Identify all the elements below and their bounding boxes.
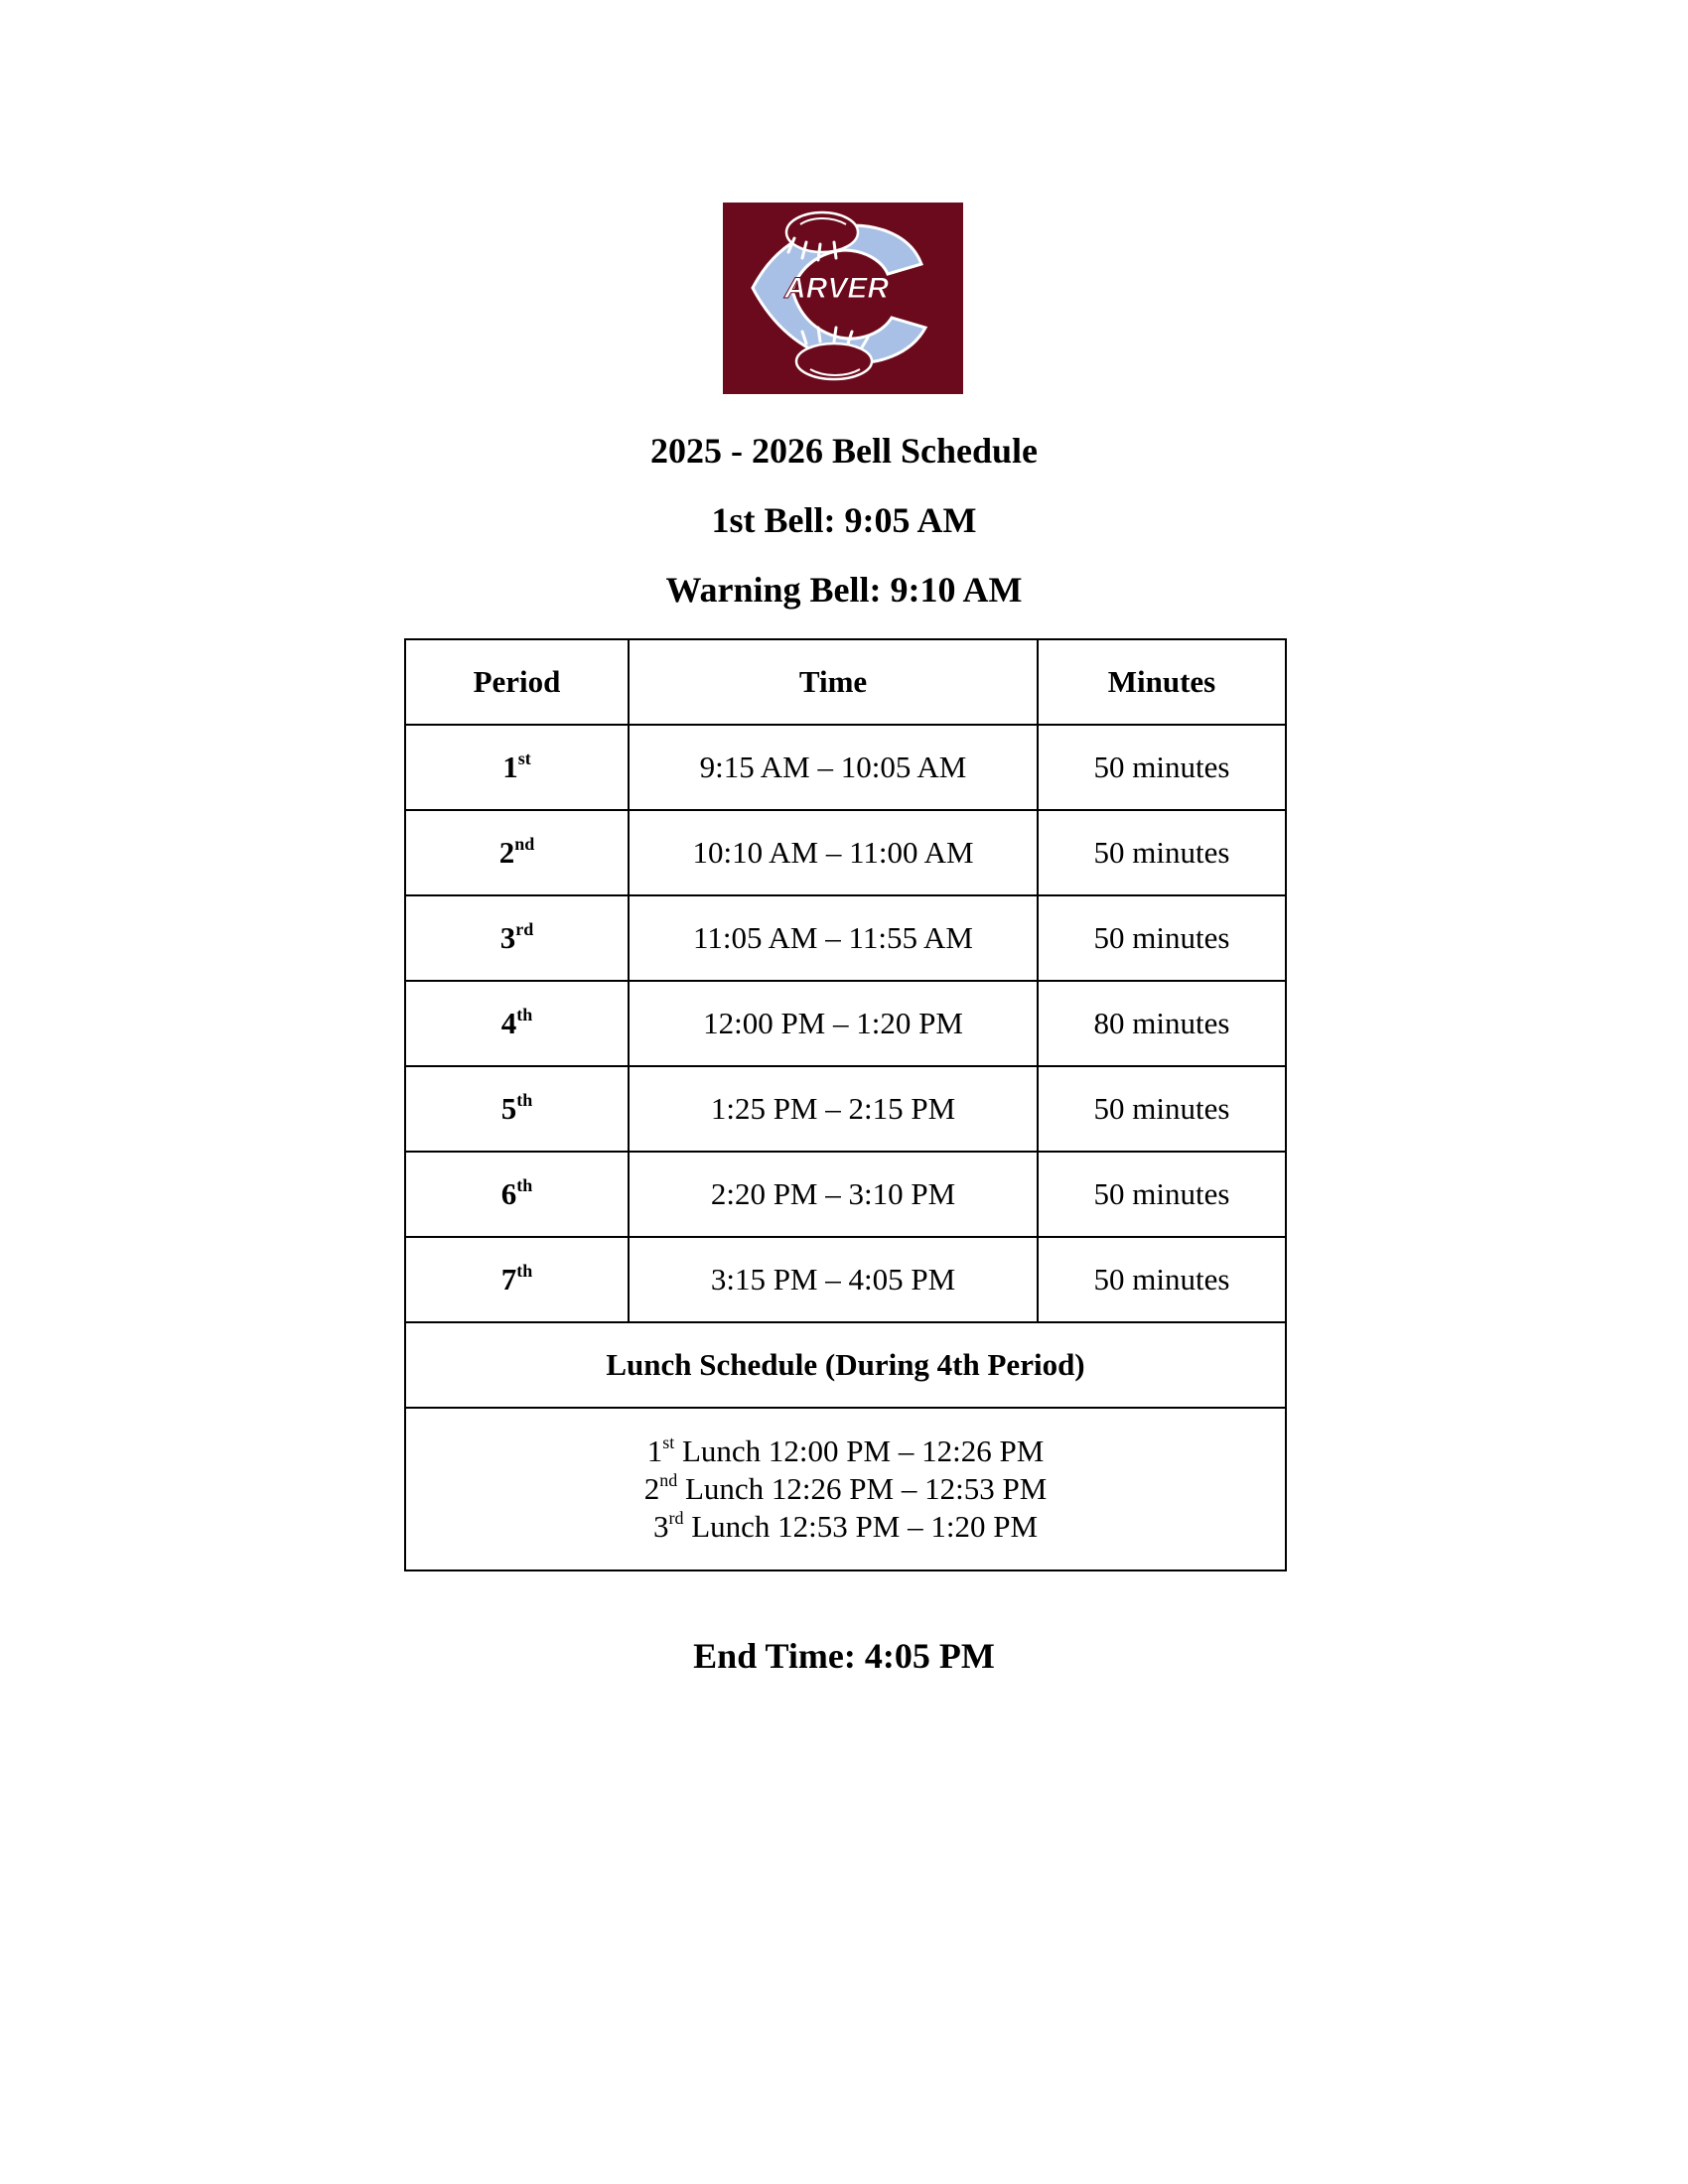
lunch-time: Lunch 12:26 PM – 12:53 PM xyxy=(677,1471,1048,1506)
lunch-list-row xyxy=(405,1408,1286,1570)
period-cell xyxy=(405,1066,629,1152)
period-number: 2 xyxy=(498,835,515,870)
period-cell xyxy=(405,1237,629,1322)
lunch-number: 3 xyxy=(652,1509,669,1544)
page-title: 2025 - 2026 Bell Schedule xyxy=(649,431,1038,471)
table-header-row xyxy=(405,639,1286,725)
lunch-title-row xyxy=(405,1322,1286,1408)
warning-bell-time: Warning Bell: 9:10 AM xyxy=(665,570,1023,610)
period-cell xyxy=(405,725,629,810)
time-cell: 12:00 PM – 1:20 PM xyxy=(629,981,1038,1066)
period-suffix: st xyxy=(517,749,531,768)
column-header-period: Period xyxy=(405,639,629,725)
period-number: 7 xyxy=(500,1262,517,1297)
period-suffix: th xyxy=(516,1005,533,1024)
first-bell-time: 1st Bell: 9:05 AM xyxy=(711,500,977,540)
lunch-item xyxy=(406,1433,1285,1470)
minutes-cell: 50 minutes xyxy=(1038,1152,1286,1237)
lunch-suffix: rd xyxy=(668,1508,684,1528)
end-time: End Time: 4:05 PM xyxy=(693,1636,995,1676)
lunch-item xyxy=(406,1508,1285,1546)
period-suffix: th xyxy=(516,1175,533,1195)
lunch-time: Lunch 12:00 PM – 12:26 PM xyxy=(674,1433,1045,1468)
lunch-number: 1 xyxy=(646,1433,663,1468)
period-number: 6 xyxy=(500,1176,517,1211)
column-header-time: Time xyxy=(629,639,1038,725)
logo-wordmark: ARVER xyxy=(784,272,890,305)
table-row xyxy=(405,981,1286,1066)
period-number: 4 xyxy=(500,1006,517,1040)
minutes-cell: 80 minutes xyxy=(1038,981,1286,1066)
time-cell: 1:25 PM – 2:15 PM xyxy=(629,1066,1038,1152)
minutes-cell: 50 minutes xyxy=(1038,1066,1286,1152)
lunch-number: 2 xyxy=(643,1471,660,1506)
time-cell: 9:15 AM – 10:05 AM xyxy=(629,725,1038,810)
time-cell: 11:05 AM – 11:55 AM xyxy=(629,895,1038,981)
table-row xyxy=(405,810,1286,895)
bell-schedule-table xyxy=(404,638,1287,1571)
time-cell: 2:20 PM – 3:10 PM xyxy=(629,1152,1038,1237)
period-number: 1 xyxy=(502,750,518,784)
minutes-cell: 50 minutes xyxy=(1038,895,1286,981)
period-suffix: nd xyxy=(514,834,535,854)
minutes-cell: 50 minutes xyxy=(1038,810,1286,895)
period-cell xyxy=(405,810,629,895)
lunch-list xyxy=(405,1408,1286,1570)
carver-logo xyxy=(723,203,963,394)
period-cell xyxy=(405,895,629,981)
period-suffix: rd xyxy=(515,919,534,939)
lunch-suffix: st xyxy=(662,1433,675,1452)
table-row xyxy=(405,725,1286,810)
period-number: 5 xyxy=(500,1091,517,1126)
period-cell xyxy=(405,1152,629,1237)
period-number: 3 xyxy=(499,920,516,955)
period-suffix: th xyxy=(516,1261,533,1281)
table-row xyxy=(405,895,1286,981)
time-cell: 3:15 PM – 4:05 PM xyxy=(629,1237,1038,1322)
table-row xyxy=(405,1066,1286,1152)
lunch-schedule-title: Lunch Schedule (During 4th Period) xyxy=(405,1322,1286,1408)
lunch-item xyxy=(406,1470,1285,1508)
table-row xyxy=(405,1152,1286,1237)
minutes-cell: 50 minutes xyxy=(1038,1237,1286,1322)
lunch-suffix: nd xyxy=(659,1470,678,1490)
table-row xyxy=(405,1237,1286,1322)
period-cell xyxy=(405,981,629,1066)
lunch-time: Lunch 12:53 PM – 1:20 PM xyxy=(683,1509,1039,1544)
period-suffix: th xyxy=(516,1090,533,1110)
time-cell: 10:10 AM – 11:00 AM xyxy=(629,810,1038,895)
column-header-minutes: Minutes xyxy=(1038,639,1286,725)
minutes-cell: 50 minutes xyxy=(1038,725,1286,810)
